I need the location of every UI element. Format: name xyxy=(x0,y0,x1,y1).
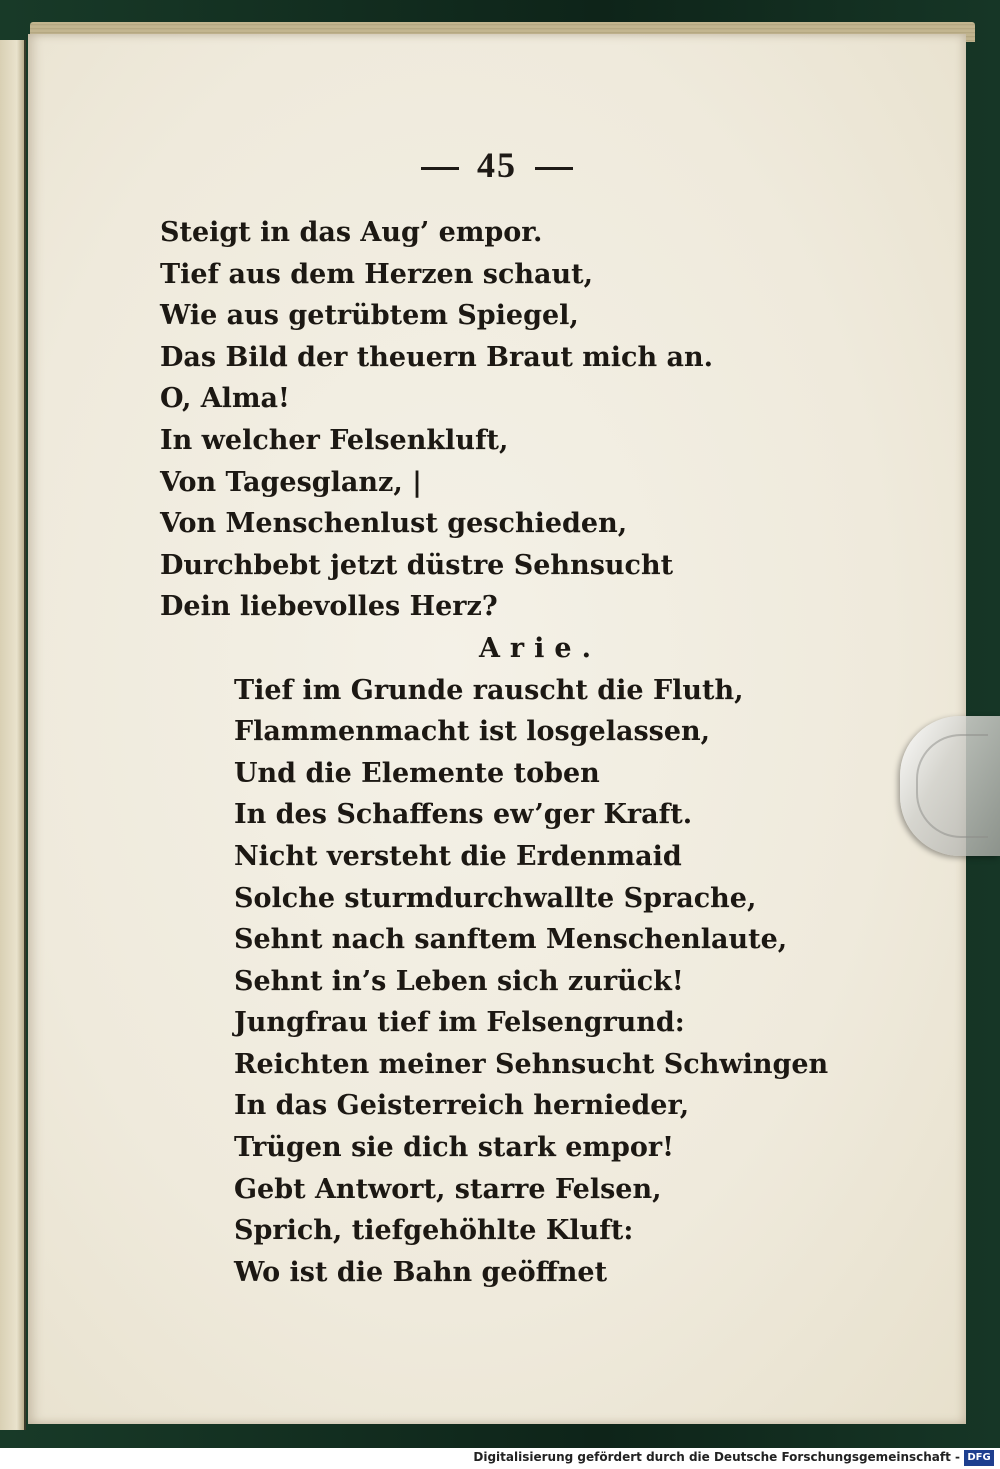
footer-credit: Digitalisierung gefördert durch die Deutsche Forschungsgemeinschaft - xyxy=(473,1450,960,1464)
dash-right xyxy=(535,167,573,170)
poem-line: O, Alma! xyxy=(160,383,290,415)
poem-line: Das Bild der theuern Braut mich an. xyxy=(160,341,714,373)
aria-line: In das Geisterreich hernieder, xyxy=(234,1090,690,1122)
page-clip xyxy=(900,716,1000,856)
aria-line: Gebt Antwort, starre Felsen, xyxy=(234,1173,662,1205)
aria-line: Solche sturmdurchwallte Sprache, xyxy=(234,882,757,914)
dash-left xyxy=(421,167,459,170)
aria-line: In des Schaffens ew’ger Kraft. xyxy=(234,799,693,831)
aria-line: Jungfrau tief im Felsengrund: xyxy=(234,1007,685,1039)
poem-line: Wie aus getrübtem Spiegel, xyxy=(160,300,579,332)
aria-line: Sprich, tiefgehöhlte Kluft: xyxy=(234,1215,634,1247)
aria-line: Flammenmacht ist losgelassen, xyxy=(234,716,711,748)
aria-line: Und die Elemente toben xyxy=(234,757,600,789)
poem-line: Durchbebt jetzt düstre Sehnsucht xyxy=(160,549,674,581)
aria-line: Sehnt nach sanftem Menschenlaute, xyxy=(234,924,788,956)
section-heading: Arie. xyxy=(478,632,601,664)
poem-line: Von Menschenlust geschieden, xyxy=(160,508,628,540)
aria-line: Sehnt in’s Leben sich zurück! xyxy=(234,965,684,997)
dfg-logo-icon: DFG xyxy=(964,1450,994,1466)
aria-line: Tief im Grunde rauscht die Fluth, xyxy=(234,674,744,706)
poem-line: Tief aus dem Herzen schaut, xyxy=(160,258,594,290)
poem-line: Dein liebevolles Herz? xyxy=(160,591,498,623)
poem-line: In welcher Felsenkluft, xyxy=(160,424,509,456)
aria-line: Reichten meiner Sehnsucht Schwingen xyxy=(234,1048,829,1080)
aria-line: Wo ist die Bahn geöffnet xyxy=(234,1256,608,1288)
poem-text xyxy=(160,212,829,1293)
book-page xyxy=(28,34,966,1424)
poem-line: Steigt in das Aug’ empor. xyxy=(160,217,543,248)
left-page-edge xyxy=(0,40,26,1430)
aria-line: Nicht versteht die Erdenmaid xyxy=(234,840,682,872)
aria-line: Trügen sie dich stark empor! xyxy=(234,1132,674,1164)
page-number xyxy=(28,144,966,186)
poem-line: Von Tagesglanz, | xyxy=(160,466,422,498)
page-number-value: 45 xyxy=(477,145,517,185)
page-clip-inner xyxy=(916,734,988,838)
digitization-footer xyxy=(0,1448,1000,1469)
